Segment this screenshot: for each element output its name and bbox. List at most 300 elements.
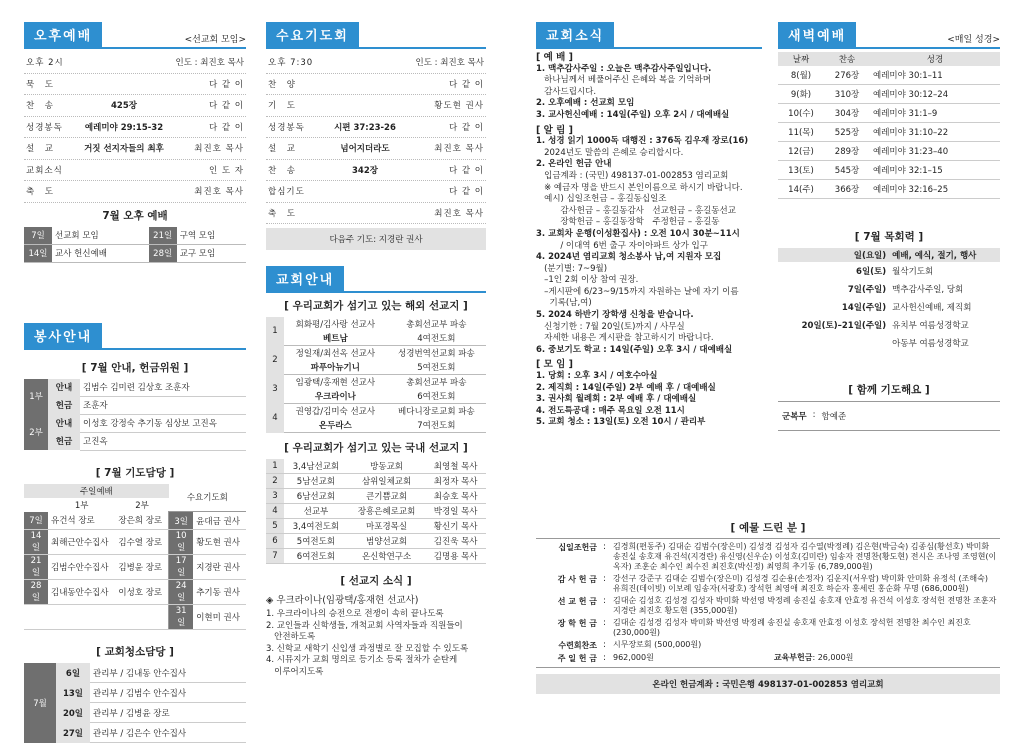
order-row <box>24 95 246 117</box>
news-line: 2. 온라인 헌금 안내 <box>536 159 612 170</box>
prayer-cell: 31일 <box>169 605 194 630</box>
offering-sep: : <box>603 542 606 552</box>
pm-worship-note: <선교회 모임> <box>184 35 246 45</box>
news-line: 1. 맥추감사주일 : 오늘은 맥추감사주일입니다. <box>536 63 712 74</box>
service-names: 이성호 강정숙 추기동 심상보 고진옥 <box>80 414 246 432</box>
order-item: 축 도 <box>26 187 54 198</box>
dawn-cell: 예레미야 30:1–11 <box>870 66 1000 85</box>
order-row <box>266 52 486 74</box>
offering-section <box>536 520 1000 694</box>
domestic-cell: 최승호 목사 <box>425 489 486 504</box>
mission-list <box>266 609 486 678</box>
events-row <box>778 298 1000 316</box>
mission-item: 3. 신학교 새학기 신입생 과정별로 잘 모집할 수 있도록 <box>266 643 469 654</box>
sched-cell: 21일 <box>149 227 177 245</box>
prayer-cell: 김수열 장로 <box>115 530 168 555</box>
offering-label: 주 일 헌 금 <box>557 654 597 663</box>
prayer-cell: 지경란 권사 <box>193 555 246 580</box>
news-line: 4. 2024년 염리교회 청소봉사 남,여 지원자 모집 <box>536 252 722 263</box>
dawn-cell: 289장 <box>824 142 870 161</box>
clean-date: 27일 <box>56 723 90 743</box>
order-row <box>24 74 246 96</box>
order-item: 축 도 <box>268 208 296 219</box>
domestic-cell: 박경일 목사 <box>425 504 486 519</box>
prayer-row <box>24 530 246 555</box>
events-desc: 교사헌신예배, 제직회 <box>892 303 972 313</box>
offering-names: 강선구 강준구 김대순 김범수(장은미) 김성경 김순용(손정자) 김운지(서우람) 박미화 안미화 유정석 (조해숙) 유희진(데이빗) 이보례 임송자(서광호) 장석헌 최영애 최진호 하순자 홍세린 홍순화 무명 (686,000원) <box>613 574 988 593</box>
news-tag: 교회소식 <box>536 22 614 47</box>
prayer-cell: 10일 <box>169 530 194 555</box>
prayer-row <box>24 580 246 605</box>
sched-row <box>24 244 246 262</box>
mission-item: 이루어지도록 <box>266 666 324 677</box>
service-role: 안내 <box>48 379 80 397</box>
prayer-blank <box>24 498 48 512</box>
offering-names: 시무장로회 (500,000원) <box>613 640 702 649</box>
overseas-org: 총회선교부 파송 <box>406 320 467 330</box>
order-row <box>266 138 486 160</box>
order-item: 찬 송 <box>26 101 54 112</box>
news-line: 1. 성경 읽기 1000독 대행진 : 376독 김우재 장로(16) <box>536 136 749 147</box>
offering-label: 십일조헌금 <box>558 543 597 552</box>
domestic-cell: 김진욱 목사 <box>425 534 486 549</box>
service-part: 1부 <box>24 379 48 415</box>
news-line: 2. 제직회 : 14일(주일) 2부 예배 후 / 대예배실 <box>536 382 716 393</box>
news-line: 2024년도 말씀의 은혜로 승리합시다. <box>536 147 684 158</box>
overseas-org: 베다니장로교회 파송 <box>398 407 475 417</box>
service-row <box>24 432 246 450</box>
offering-extra-value: : 26,000원 <box>812 653 854 662</box>
events-date: 20일(토)–21일(주일) <box>801 321 887 331</box>
wed-header <box>266 22 486 49</box>
order-row <box>266 203 486 225</box>
news-notice-list <box>536 136 762 356</box>
prayer-cell: 28일 <box>24 580 48 605</box>
domestic-row <box>266 504 486 519</box>
events-date: 6일(토) <box>856 267 887 277</box>
column-4 <box>778 22 1000 431</box>
offering-sep: : <box>603 596 606 606</box>
clean-date: 20일 <box>56 703 90 723</box>
order-item: 기 도 <box>268 101 296 112</box>
dawn-cell: 304장 <box>824 104 870 123</box>
prayer-s2: 2부 <box>135 500 149 511</box>
order-row <box>266 117 486 139</box>
dawn-head <box>778 52 1000 66</box>
events-title: [ 7월 목회력 ] <box>854 231 924 243</box>
dawn-row <box>778 104 1000 123</box>
prayer-cell: 24일 <box>169 580 194 605</box>
order-detail: 넘어지더라도 <box>340 144 390 155</box>
sched-cell: 교구 모임 <box>177 244 246 262</box>
prayer-cell: 21일 <box>24 555 48 580</box>
news-notice-heading: [ 알 림 ] <box>536 124 573 136</box>
prayer-row <box>24 512 246 530</box>
together-title: [ 함께 기도해요 ] <box>848 384 930 396</box>
news-meeting-list <box>536 371 762 429</box>
news-line: 5. 2024 하반기 장학생 신청을 받습니다. <box>536 310 694 321</box>
clean-month: 7월 <box>24 663 56 743</box>
overseas-country: 우크라이나 <box>284 389 387 404</box>
prayer-cell: 유건석 장로 <box>48 512 115 530</box>
prayer-h2: 수요기도회 <box>169 484 246 512</box>
clean-value: 관리부 / 김내동 안수집사 <box>90 663 246 683</box>
prayer-title: [ 7월 기도담당 ] <box>95 466 175 479</box>
prayer-cell <box>24 605 48 630</box>
news-line: –게시판에 6/23~9/15까지 자원하는 날에 자기 이름 <box>536 286 739 297</box>
overseas-org: 총회선교부 파송 <box>406 378 467 388</box>
column-1 <box>24 22 246 743</box>
news-line: –1인 2회 이상 참여 권장. <box>536 275 639 286</box>
news-line: 3. 교회차 운행(이성환집사) : 오전 10시 30분~11시 <box>536 228 740 239</box>
dawn-cell: 545장 <box>824 161 870 180</box>
offering-sep: : <box>603 618 606 628</box>
news-line: 하나님께서 베풀어주신 은혜와 복을 기억하며 <box>536 75 711 86</box>
news-line: (분기별: 7~9월) <box>536 263 608 274</box>
overseas-country: 베트남 <box>284 331 387 346</box>
events-head <box>778 248 1000 262</box>
together-label: 군복무 <box>782 412 807 422</box>
together-value: 함예준 <box>821 412 847 422</box>
info-header <box>266 266 486 293</box>
prayer-cell <box>48 605 115 630</box>
domestic-cell: 3,4여전도회 <box>284 519 348 534</box>
news-worship-heading: [ 예 배 ] <box>536 52 573 63</box>
dawn-header <box>778 22 1000 49</box>
domestic-cell: 황신기 목사 <box>425 519 486 534</box>
overseas-table <box>266 317 486 433</box>
service-tag: 봉사안내 <box>24 323 102 348</box>
overseas-missionary: 정일재/최선옥 선교사 <box>295 349 376 359</box>
order-item: 오후 2시 <box>26 58 64 69</box>
clean-date: 13일 <box>56 683 90 703</box>
prayer-h1: 주일예배 <box>24 484 169 498</box>
dawn-cell: 9(화) <box>778 85 824 104</box>
clean-value: 관리부 / 김범수 안수집사 <box>90 683 246 703</box>
events-desc: 유치부 여름성경학교 <box>892 321 969 331</box>
events-desc: 맥추감사주일, 당회 <box>892 285 964 295</box>
prayer-cell <box>115 605 168 630</box>
overseas-row <box>266 404 486 419</box>
offering-table <box>536 541 1000 665</box>
sched-row <box>24 227 246 245</box>
offering-sep: : <box>603 574 606 584</box>
pm-sched-table <box>24 227 246 263</box>
mission-item: 1. 우크라이나의 승전으로 전쟁이 속히 끝나도록 <box>266 609 444 619</box>
dawn-row <box>778 161 1000 180</box>
clean-value: 관리부 / 김은수 안수집사 <box>90 723 246 743</box>
offering-row <box>536 639 1000 652</box>
order-leader: 다 같 이 <box>448 79 484 90</box>
overseas-country: 파푸아뉴기니 <box>284 360 387 375</box>
domestic-cell: 삼위일체교회 <box>348 474 425 489</box>
clean-value: 관리부 / 김병윤 장로 <box>90 703 246 723</box>
dawn-cell: 11(목) <box>778 123 824 142</box>
service-role: 헌금 <box>48 432 80 450</box>
overseas-row2 <box>266 418 486 433</box>
overseas-row2 <box>266 360 486 375</box>
order-item: 합심기도 <box>268 187 305 198</box>
offering-extra-label: 교육부헌금 <box>773 653 813 662</box>
news-worship-list <box>536 64 762 122</box>
domestic-cell: 5 <box>266 519 284 534</box>
prayer-cell: 윤대금 권사 <box>193 512 246 530</box>
order-leader: 다 같 이 <box>448 187 484 198</box>
overseas-row <box>266 375 486 390</box>
offering-row <box>536 617 1000 639</box>
sched-cell: 28일 <box>149 244 177 262</box>
offering-label: 장 학 헌 금 <box>557 619 597 628</box>
domestic-cell: 5남선교회 <box>284 474 348 489</box>
domestic-cell: 마포경목실 <box>348 519 425 534</box>
offering-row <box>536 541 1000 573</box>
column-2 <box>266 22 486 678</box>
dawn-head-cell: 날짜 <box>778 52 824 66</box>
overseas-country: 온두라스 <box>284 418 387 433</box>
news-line: 자세한 내용은 게시판을 참고하시기 바랍니다. <box>536 333 714 344</box>
service-row <box>24 379 246 397</box>
overseas-sponsor: 4여전도회 <box>387 331 486 346</box>
order-row <box>24 138 246 160</box>
news-line: 3. 권사회 월례회 : 2부 예배 후 / 대예배실 <box>536 394 697 405</box>
domestic-row <box>266 549 486 564</box>
dawn-row <box>778 142 1000 161</box>
order-detail: 425장 <box>111 101 137 112</box>
prayer-row <box>24 555 246 580</box>
domestic-cell: 장흥은혜로교회 <box>348 504 425 519</box>
overseas-num: 4 <box>266 404 284 433</box>
order-item: 성경봉독 <box>26 122 63 133</box>
news-line: 입금계좌 : (국민) 498137-01-002853 염리교회 <box>536 170 729 181</box>
domestic-cell: 온신학연구소 <box>348 549 425 564</box>
overseas-num: 3 <box>266 375 284 404</box>
events-table <box>778 248 1000 352</box>
dawn-head-cell: 성경 <box>870 52 1000 66</box>
dawn-cell: 예레미야 31:1–9 <box>870 104 1000 123</box>
order-item: 묵 도 <box>26 79 54 90</box>
dawn-cell: 예레미야 31:10–22 <box>870 123 1000 142</box>
service-names: 조훈자 <box>80 396 246 414</box>
prayer-cell: 최해근안수집사 <box>48 530 115 555</box>
offering-sep: : <box>603 640 606 650</box>
offering-sep: : <box>603 653 606 663</box>
column-3 <box>536 22 762 429</box>
prayer-s1: 1부 <box>74 500 89 511</box>
dawn-cell: 예레미야 32:1–15 <box>870 161 1000 180</box>
service-table <box>24 379 246 451</box>
offering-names: 김경희(편동주) 김대순 김범수(장은미) 김성경 김성자 김수열(박정례) 김은현(박금숙) 김종심(황선호) 박미화 송진실 송호재 유건석(지경란) 유신영(신우순) 이성호(김미란) 임송자 전명찬(황도현) 전시은 조나영 조영현(이옥자) 조훈순 최수인 최수진 최진호(박신정) 최영희 추기동 (6,789,000원) <box>613 542 997 571</box>
service-names: 고진옥 <box>80 432 246 450</box>
dawn-row <box>778 123 1000 142</box>
domestic-cell: 4 <box>266 504 284 519</box>
service-part: 2부 <box>24 414 48 450</box>
order-item: 성경봉독 <box>268 122 305 133</box>
offering-box <box>536 538 1000 668</box>
order-row <box>266 74 486 96</box>
prayer-cell: 이현미 권사 <box>193 605 246 630</box>
domestic-cell: 7 <box>266 549 284 564</box>
domestic-cell: 3,4남선교회 <box>284 459 348 474</box>
order-leader: 다 같 이 <box>448 165 484 176</box>
together-sep: : <box>812 410 816 420</box>
news-line: 3. 교사헌신예배 : 14일(주일) 오후 2시 / 대예배실 <box>536 109 730 120</box>
news-line: 감사드립시다. <box>536 86 597 97</box>
order-item: 오후 7:30 <box>268 58 314 69</box>
events-row <box>778 316 1000 334</box>
domestic-cell: 김명용 목사 <box>425 549 486 564</box>
order-leader: 최진호 목사 <box>194 144 244 155</box>
dawn-cell: 276장 <box>824 66 870 85</box>
order-item: 찬 송 <box>268 165 296 176</box>
prayer-cell: 김내동안수집사 <box>48 580 115 605</box>
sched-cell: 구역 모임 <box>177 227 246 245</box>
domestic-cell: 2 <box>266 474 284 489</box>
service-role: 헌금 <box>48 396 80 414</box>
overseas-missionary: 권영갑/김미숙 선교사 <box>295 407 376 417</box>
news-line: 4. 전도특공대 : 매주 목요일 오전 11시 <box>536 405 685 416</box>
order-detail: 시편 37:23-26 <box>334 122 396 133</box>
mission-item: 2. 교인들과 신학생들, 개척교회 사역자들과 직원들이 <box>266 620 463 631</box>
service-names: 김범수 김미련 김상호 조훈자 <box>80 379 246 397</box>
order-leader: 다 같 이 <box>208 79 244 90</box>
events-date <box>778 334 889 352</box>
dawn-head-cell: 찬송 <box>824 52 870 66</box>
prayer-cell: 황도현 권사 <box>193 530 246 555</box>
domestic-cell: 최영철 목사 <box>425 459 486 474</box>
clean-row <box>24 683 246 703</box>
order-leader: 황도현 권사 <box>434 101 484 112</box>
overseas-row2 <box>266 331 486 346</box>
order-detail: 예레미야 29:15-32 <box>84 122 164 133</box>
domestic-row <box>266 534 486 549</box>
news-line: 2. 오후예배 : 선교회 모임 <box>536 98 635 109</box>
pm-worship-header <box>24 22 246 49</box>
dawn-table <box>778 52 1000 199</box>
sched-cell: 7일 <box>24 227 52 245</box>
mission-item: 4. 시뮤지가 교회 명의로 등기소 등록 절차가 순탄케 <box>266 655 458 665</box>
order-leader: 다 같 이 <box>208 122 244 133</box>
sched-cell: 교사 헌신예배 <box>52 244 149 262</box>
offering-account: 온라인 헌금계좌 : 국민은행 498137-01-002853 염리교회 <box>536 674 1000 694</box>
mission-title: [ 선교지 소식 ] <box>340 575 412 587</box>
offering-sunday-value: 962,000원 <box>613 653 654 662</box>
overseas-num: 2 <box>266 346 284 375</box>
domestic-row <box>266 489 486 504</box>
dawn-cell: 525장 <box>824 123 870 142</box>
dawn-cell: 8(월) <box>778 66 824 85</box>
clean-date: 6일 <box>56 663 90 683</box>
domestic-row <box>266 459 486 474</box>
dawn-cell: 12(금) <box>778 142 824 161</box>
prayer-cell: 14일 <box>24 530 48 555</box>
overseas-row2 <box>266 389 486 404</box>
overseas-sponsor: 5여전도회 <box>387 360 486 375</box>
events-desc: 월삭기도회 <box>892 267 934 277</box>
domestic-cell: 3 <box>266 489 284 504</box>
news-line: 감사헌금 – 홍길동감사 선교헌금 – 홍길동선교 <box>536 205 736 216</box>
news-line: ※ 예금자 명을 반드시 본인이름으로 하시기 바랍니다. <box>536 182 743 193</box>
prayer-head-row <box>24 484 246 498</box>
domestic-cell: 방동교회 <box>348 459 425 474</box>
order-row <box>266 160 486 182</box>
overseas-sponsor: 7여전도회 <box>387 418 486 433</box>
dawn-tag: 새벽예배 <box>778 22 856 47</box>
offering-row <box>536 595 1000 617</box>
together-row <box>778 401 1000 431</box>
order-row <box>266 95 486 117</box>
domestic-cell: 범양선교회 <box>348 534 425 549</box>
offering-names: 김대순 김성경 김성자 박미화 박선영 박정례 송진실 송호재 안효정 이성호 장석헌 전명찬 최수인 최진호 (230,000원) <box>613 618 971 637</box>
order-item: 설 교 <box>268 144 296 155</box>
news-line: 6. 중보기도 학교 : 14일(주일) 오후 3시 / 대예배실 <box>536 344 733 355</box>
domestic-cell: 선교부 <box>284 504 348 519</box>
events-row <box>778 280 1000 298</box>
service-row <box>24 396 246 414</box>
offering-title: [ 예물 드린 분 ] <box>730 522 806 534</box>
order-detail: 거짓 선지자들의 최후 <box>84 144 164 155</box>
info-tag: 교회안내 <box>266 266 344 291</box>
mission-item: 안전하도록 <box>266 632 316 642</box>
news-line: 1. 당회 : 오후 3시 / 여호수아실 <box>536 371 658 382</box>
offering-row <box>536 573 1000 595</box>
events-row <box>778 262 1000 280</box>
overseas-row <box>266 317 486 331</box>
offering-label: 선 교 헌 금 <box>557 597 597 606</box>
dawn-row <box>778 180 1000 199</box>
dawn-cell: 예레미야 31:23–40 <box>870 142 1000 161</box>
prayer-cell: 장은희 장로 <box>115 512 168 530</box>
domestic-title: [ 우리교회가 섬기고 있는 국내 선교지 ] <box>284 442 468 454</box>
events-head-cell: 일(요일) <box>778 248 889 262</box>
mission-head: ◈ 우크라이나(임광택/홍재현 선교사) <box>266 595 419 606</box>
order-row <box>24 117 246 139</box>
overseas-row <box>266 346 486 361</box>
order-row <box>24 160 246 182</box>
offering-names: 김대순 김성호 김성경 김성자 박미화 박선영 박정례 송진실 송호재 안효정 유건석 이성호 장석헌 전명찬 조훈자 지경란 최진호 황도현 (355,000원) <box>613 596 997 615</box>
pm-sched-title: 7월 오후 예배 <box>102 209 168 222</box>
order-leader: 다 같 이 <box>448 122 484 133</box>
clean-row <box>24 703 246 723</box>
overseas-title: [ 우리교회가 섬기고 있는 해외 선교지 ] <box>284 300 468 312</box>
prayer-cell: 7일 <box>24 512 48 530</box>
clean-table <box>24 663 246 743</box>
order-item: 설 교 <box>26 144 54 155</box>
overseas-num: 1 <box>266 317 284 346</box>
prayer-cell: 3일 <box>169 512 194 530</box>
dawn-row <box>778 66 1000 85</box>
dawn-cell: 310장 <box>824 85 870 104</box>
news-line: 기록(남,여) <box>536 298 592 309</box>
domestic-row <box>266 519 486 534</box>
clean-row <box>24 723 246 743</box>
order-leader: 인도 : 최진호 목사 <box>175 58 244 69</box>
overseas-missionary: 임광택/홍재현 선교사 <box>295 378 376 388</box>
order-leader: 다 같 이 <box>208 101 244 112</box>
news-line: 5. 교회 청소 : 13일(토) 오전 10시 / 관리부 <box>536 417 706 428</box>
order-leader: 최진호 목사 <box>434 208 484 219</box>
sched-cell: 선교회 모임 <box>52 227 149 245</box>
news-header <box>536 22 762 49</box>
service-header <box>24 323 246 350</box>
domestic-cell: 6여전도회 <box>284 549 348 564</box>
prayer-cell: 김범수안수집사 <box>48 555 115 580</box>
order-leader: 인 도 자 <box>208 165 244 176</box>
service-title: [ 7월 안내, 헌금위원 ] <box>81 361 189 374</box>
dawn-cell: 예레미야 32:16–25 <box>870 180 1000 199</box>
prayer-cell: 이성호 장로 <box>115 580 168 605</box>
order-row <box>24 181 246 203</box>
news-line: 예시) 십일조헌금 – 홍길동십일조 <box>536 194 667 205</box>
